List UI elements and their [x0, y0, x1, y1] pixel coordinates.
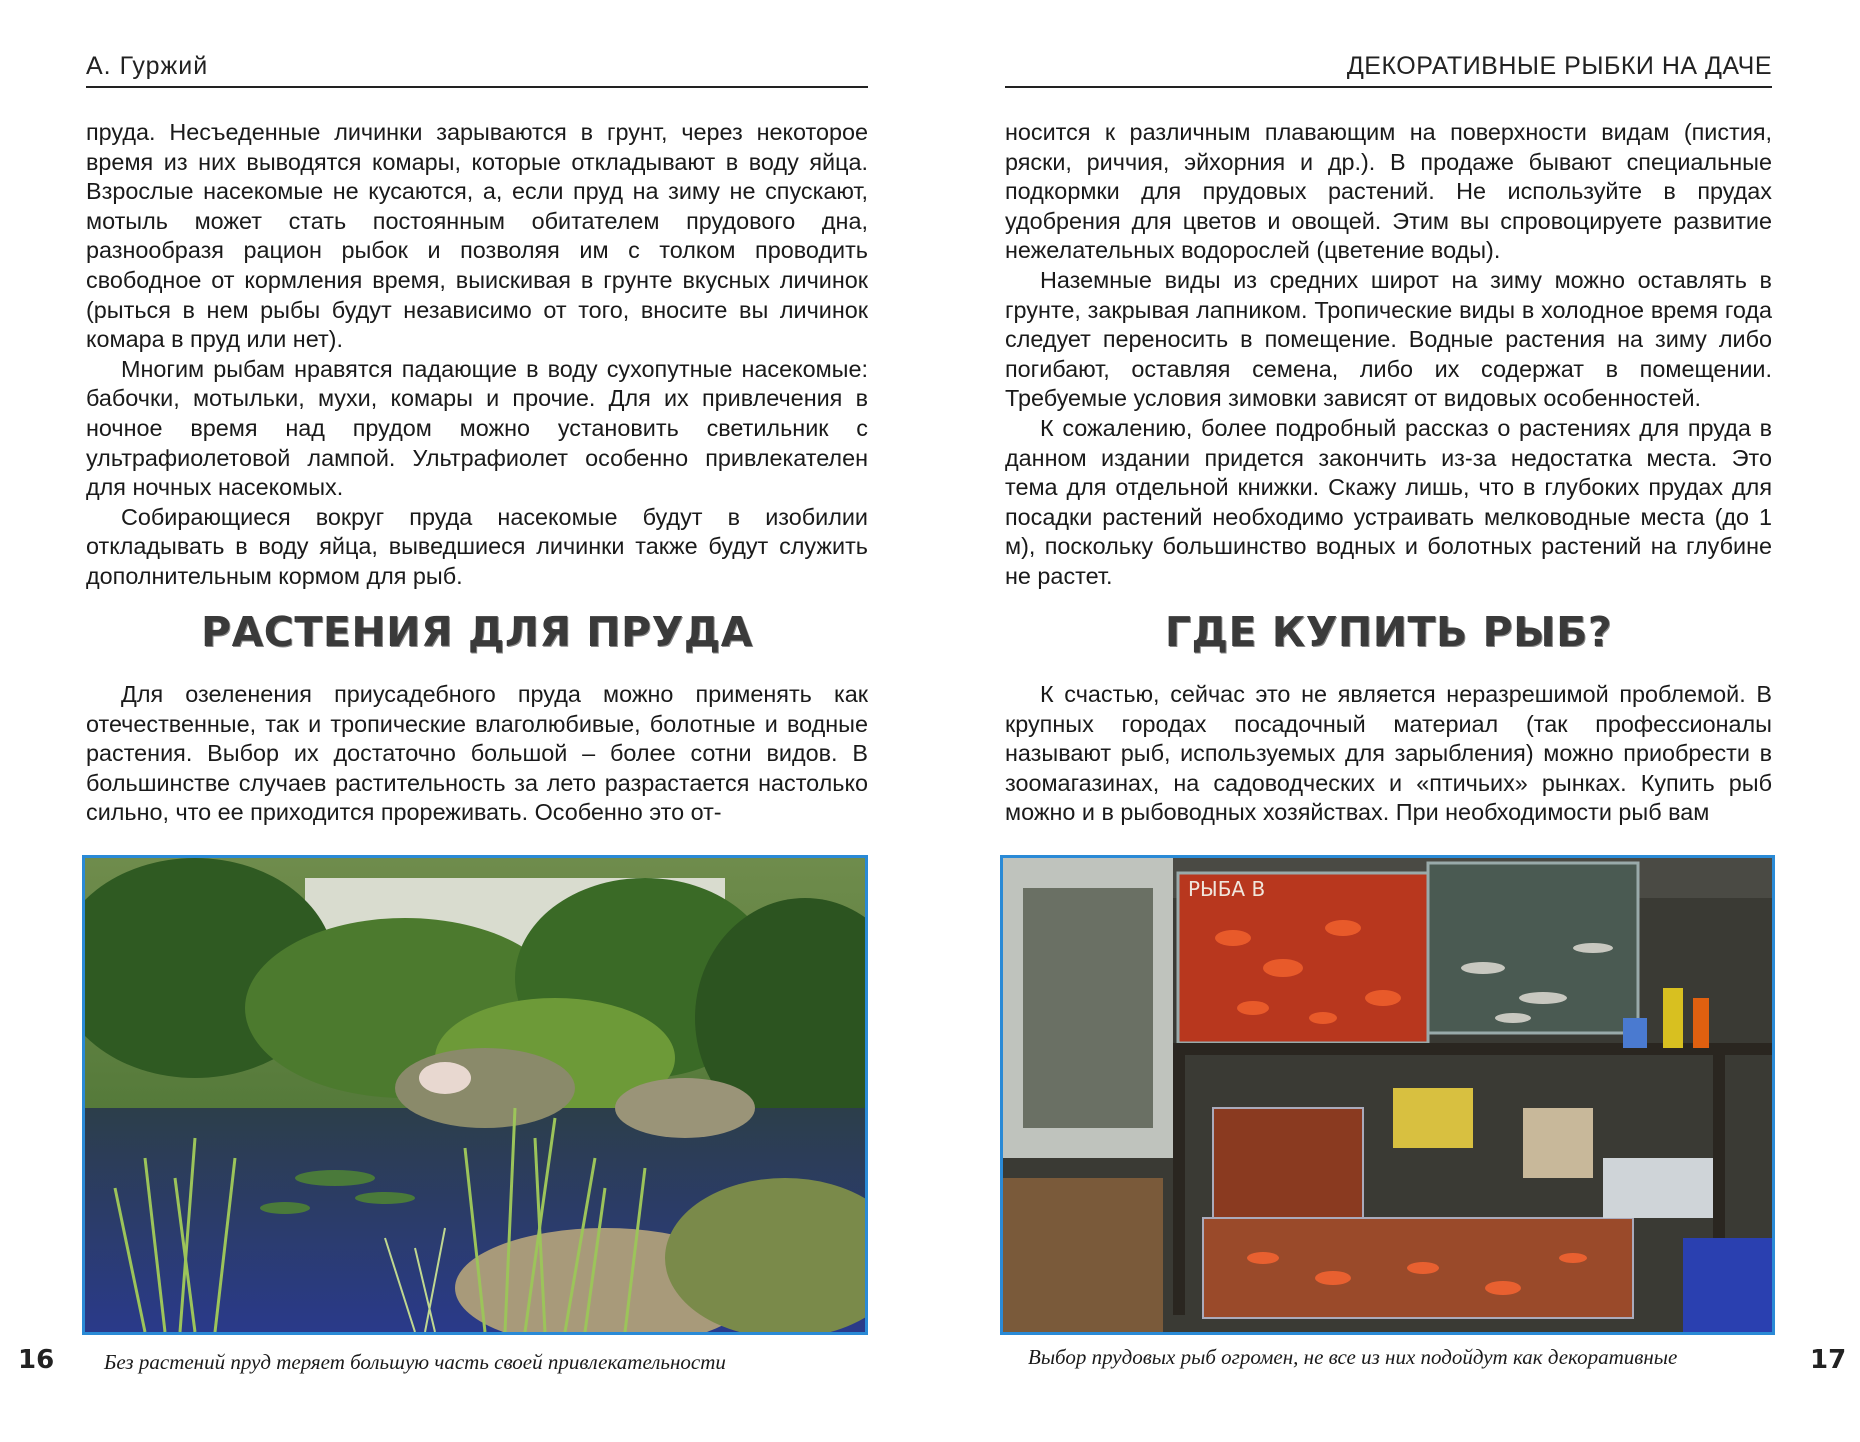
right-page — [930, 0, 1860, 1442]
running-head-author: А. Гуржий — [86, 52, 209, 80]
fish-market-photo — [1000, 855, 1775, 1335]
header-rule — [86, 86, 868, 88]
tank-label: РЫБА В — [1188, 877, 1266, 901]
paragraph: К сожалению, более подробный рассказ о растениях для пруда в данном издании придется закончить из-за недостатка места. Это тема для отдельной книжки. Скажу лишь, что в глубоких прудах для посадки растений необходимо устраивать мелководные места (до 1 м), поскольку большинство водных и болотных растений на глубине не растет. — [1005, 414, 1772, 589]
paragraph: Для озеленения приусадебного пруда можно применять как отечественные, так и тропические влаголюбивые, болотные и водные растения. Выбор их достаточно большой – более сотни видов. В большинстве случаев растительность за лето разрастается настолько сильно, что ее приходится прореживать. Особенно это от- — [86, 681, 868, 826]
paragraph: носится к различным плавающим на поверхности видам (пистия, ряски, риччия, эйхорния и др.). В продаже бывают специальные подкормки для прудовых растений. Не используйте в прудах удобрения для цветов и овощей. Этим вы спровоцируете развитие нежелательных водорослей (цветение воды). — [1005, 119, 1772, 264]
pond-photo-image — [85, 858, 865, 1332]
right-section-text — [1005, 680, 1772, 828]
photo-caption: Без растений пруд теряет большую часть своей привлекательности — [104, 1350, 726, 1374]
paragraph: Многим рыбам нравятся падающие в воду сухопутные насекомые: бабочки, мотыльки, мухи, комары и прочие. Для их привлечения в ночное время над прудом можно установить светильник с ультрафиолетовой лампой. Ультрафиолет особенно привлекателен для ночных насекомых. — [86, 355, 868, 501]
running-head-title: ДЕКОРАТИВНЫЕ РЫБКИ НА ДАЧЕ — [1346, 52, 1772, 80]
photo-caption: Выбор прудовых рыб огромен, не все из них подойдут как декоративные — [1028, 1345, 1678, 1369]
right-body-text — [1005, 118, 1772, 592]
left-body-text — [86, 118, 868, 592]
page-number: 16 — [18, 1345, 55, 1375]
paragraph: К счастью, сейчас это не является неразрешимой проблемой. В крупных городах посадочный материал (так профессионалы называют рыб, используемых для зарыбления) можно приобрести в зоомагазинах, на садоводческих и «птичьих» рынках. Купить рыб можно и в рыбоводных хозяйствах. При необходимости рыб вам — [1005, 681, 1772, 826]
section-heading: РАСТЕНИЯ ДЛЯ ПРУДА — [201, 608, 753, 656]
paragraph: пруда. Несъеденные личинки зарываются в грунт, через некоторое время из них выводятся комары, которые откладывают в воду яйца. Взрослые насекомые не кусаются, а, если пруд на зиму не спускают, мотыль может стать постоянным обитателем прудового дна, разнообразя рацион рыбок и позволяя им с толком проводить свободное от кормления время, выискивая в грунте вкусных личинок (рыться в нем рыбы будут независимо от того, вносите вы личинок комара в пруд или нет). — [86, 119, 868, 353]
section-heading: ГДЕ КУПИТЬ РЫБ? — [1164, 608, 1613, 656]
left-section-text — [86, 680, 868, 828]
pond-plants-photo — [82, 855, 868, 1335]
paragraph: Собирающиеся вокруг пруда насекомые будут в изобилии откладывать в воду яйца, выведшиеся личинки также будут служить дополнительным кормом для рыб. — [86, 503, 868, 589]
fish-market-image — [1003, 858, 1772, 1332]
header-rule — [1005, 86, 1772, 88]
page-number: 17 — [1810, 1345, 1847, 1375]
paragraph: Наземные виды из средних широт на зиму можно оставлять в грунте, закрывая лапником. Тропические виды в холодное время года следует переносить в помещение. Водные растения на зиму либо погибают, оставляя семена, либо их содержат в помещении. Требуемые условия зимовки зависят от видовых особенностей. — [1005, 266, 1772, 412]
